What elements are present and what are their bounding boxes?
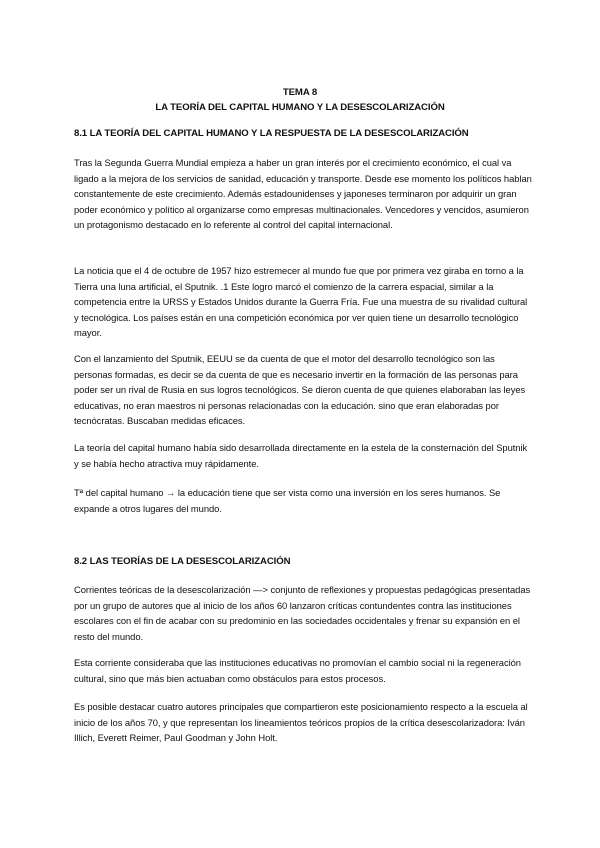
section-1-paragraph-1: Tras la Segunda Guerra Mundial empieza a haber un gran interés por el crecimiento económico, el cual va ligado a la mejora de los servicios de sanidad, educación y transporte. Desde ese momento los políticos hablan constantemente de este crecimiento. Además estadounidenses y japoneses terminaron por adquirir un gran poder económico y político al organizarse como empresas multinacionales. Vencedores y vencidos, asumieron un protagonismo destacado en lo referente al control del capital internacional. [74, 157, 532, 231]
document-header [0, 86, 600, 116]
section-2-paragraph-3: Es posible destacar cuatro autores principales que compartieron este posicionamiento respecto a la escuela al inicio de los años 70, y que representan los lineamientos teóricos propios de la crítica desescolarizadora: Iván Illich, Everett Reimer, Paul Goodman y John Holt. [74, 701, 528, 744]
document-title: LA TEORÍA DEL CAPITAL HUMANO Y LA DESESCOLARIZACIÓN [155, 102, 445, 113]
section-1-paragraph-3: Con el lanzamiento del Sputnik, EEUU se da cuenta de que el motor del desarrollo tecnológico son las personas formadas, es decir se da cuenta de que es necesario invertir en la formación de las personas para poder ser un rival de Rusia en sus logros tecnológicos. Se dieron cuenta de que quienes elaboraban las leyes educativas, no eran maestros ni personas relacionadas con la educación. sino que eran elaboradas por tecnócratas. Buscaban medidas eficaces. [74, 353, 526, 427]
section-1-paragraph-2: La noticia que el 4 de octubre de 1957 hizo estremecer al mundo fue que por primera vez giraba en torno a la Tierra una luna artificial, el Sputnik. .1 Este logro marcó el comienzo de la carrera espacial, similar a la competencia entre la URSS y Estados Unidos durante la Guerra Fría. Fue una muestra de su rivalidad cultural y tecnológica. Los países están en una competición económica por ver quien tiene un desarrollo tecnológico mayor. [74, 265, 528, 339]
section-2-paragraph-2: Esta corriente consideraba que las instituciones educativas no promovían el cambio social ni la regeneración cultural, sino que más bien actuaban como obstáculos para estos procesos. [74, 657, 521, 684]
section-1-paragraph-5: Tª del capital humano → la educación tiene que ser vista como una inversión en los seres humanos. Se expande a otros lugares del mundo. [74, 487, 501, 514]
section-1-paragraph-4: La teoría del capital humano había sido desarrollada directamente en la estela de la consternación del Sputnik y se había hecho atractiva muy rápidamente. [74, 442, 528, 469]
section-1-heading: 8.1 LA TEORÍA DEL CAPITAL HUMANO Y LA RESPUESTA DE LA DESESCOLARIZACIÓN [74, 128, 469, 139]
topic-label: TEMA 8 [282, 87, 318, 98]
section-2-paragraph-1: Corrientes teóricas de la desescolarización —> conjunto de reflexiones y propuestas pedagógicas presentadas por un grupo de autores que al inicio de los años 60 lanzaron críticas contundentes contra las instituciones escolares con el fin de acabar con su predominio en las sociedades occidentales y frenar su expansión en el resto del mundo. [74, 584, 531, 642]
section-2-heading: 8.2 LAS TEORÍAS DE LA DESESCOLARIZACIÓN [74, 556, 291, 567]
